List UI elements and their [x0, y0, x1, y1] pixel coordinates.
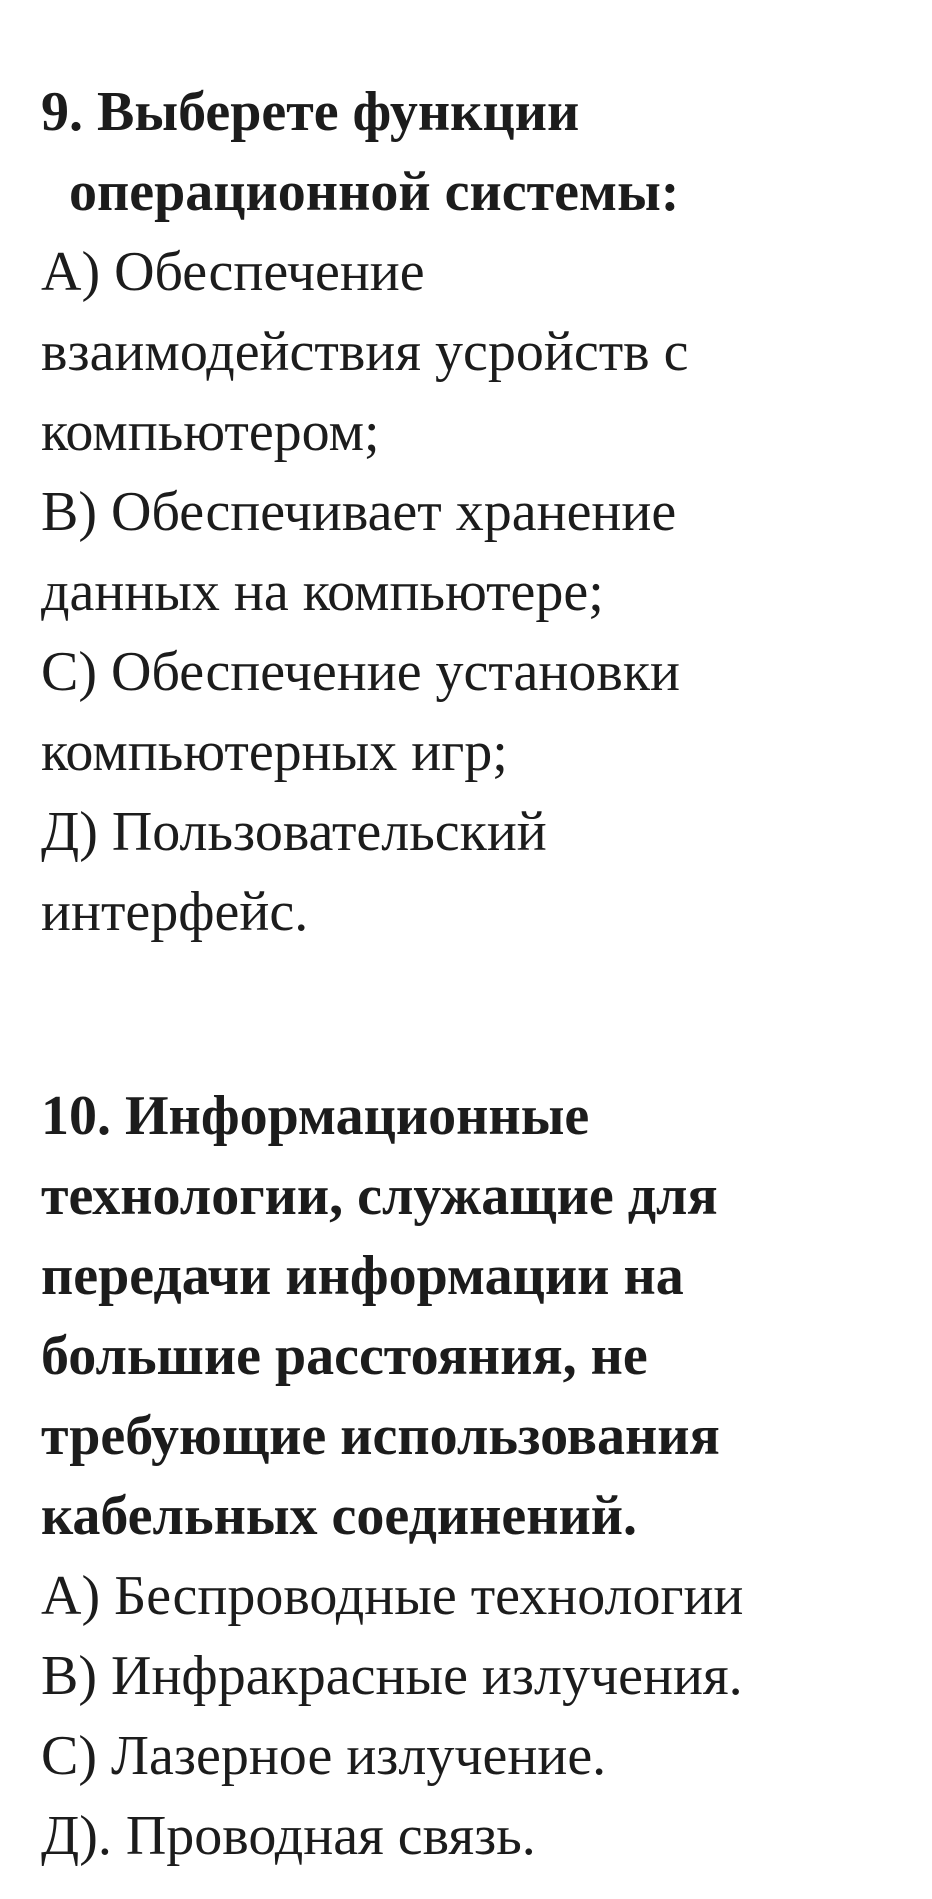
- option-b-line: В) Обеспечивает хранение: [41, 481, 677, 543]
- option-c-line: С) Обеспечение установки: [41, 641, 680, 703]
- option-d-line: Д) Пользовательский: [41, 801, 547, 863]
- question-10-title: [41, 1076, 921, 1556]
- document-page: [41, 72, 921, 1876]
- question-9: [41, 72, 921, 952]
- question-9-options: [41, 232, 921, 952]
- question-title-line: кабельных соединений.: [41, 1485, 638, 1547]
- option-a-line: взаимодействия усройств с: [41, 321, 689, 383]
- option-d-line: интерфейс.: [41, 881, 309, 943]
- question-10: [41, 1076, 921, 1876]
- option-b-line: данных на компьютере;: [41, 561, 604, 623]
- option-c-line: компьютерных игр;: [41, 721, 508, 783]
- question-title-line: большие расстояния, не: [41, 1325, 648, 1387]
- question-spacer: [41, 952, 921, 1076]
- option-c: С) Лазерное излучение.: [41, 1725, 607, 1787]
- question-title-line: передачи информации на: [41, 1245, 684, 1307]
- option-d: Д). Проводная связь.: [41, 1805, 536, 1867]
- question-9-title: [41, 72, 921, 232]
- question-title-line: 9. Выберете функции: [41, 81, 580, 143]
- option-a-line: компьютером;: [41, 401, 380, 463]
- option-b: В) Инфракрасные излучения.: [41, 1645, 743, 1707]
- question-10-options: [41, 1556, 921, 1876]
- question-title-line: 10. Информационные: [41, 1085, 590, 1147]
- question-title-line: операционной системы:: [69, 161, 680, 223]
- question-title-line: технологии, служащие для: [41, 1165, 718, 1227]
- question-title-line: требующие использования: [41, 1405, 720, 1467]
- option-a: А) Беспроводные технологии: [41, 1565, 744, 1627]
- option-a-line: А) Обеспечение: [41, 241, 425, 303]
